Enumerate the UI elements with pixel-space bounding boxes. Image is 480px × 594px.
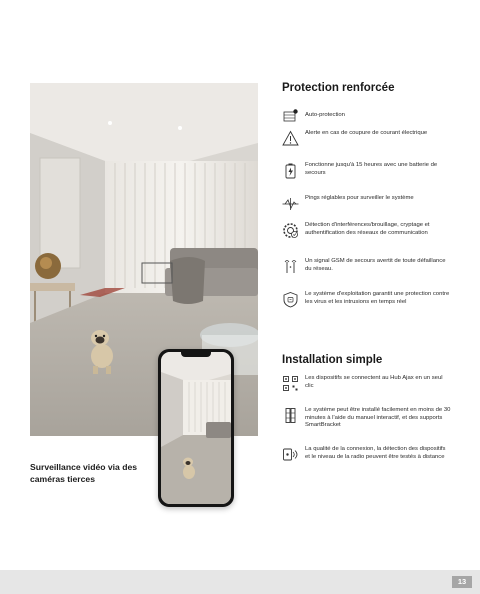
- signal-test-icon: [282, 446, 299, 463]
- feature-battery: [282, 162, 452, 179]
- feature-remote-test: [282, 446, 452, 463]
- phone-notch: [181, 352, 211, 357]
- encryption-gear-icon: [282, 222, 299, 239]
- feature-quick-install: [282, 407, 452, 430]
- phone-camera-feed: [161, 352, 231, 504]
- feature-encryption: [282, 222, 452, 239]
- footer-band: [0, 570, 480, 594]
- warning-triangle-icon: [282, 130, 299, 147]
- feature-pings: [282, 195, 452, 212]
- feature-text: Détection d'interférences/brouillage, cryptage et authentification des réseaux de communication: [305, 222, 430, 236]
- ping-signal-icon: [282, 195, 299, 212]
- qr-code-icon: [282, 375, 299, 392]
- feature-text: Le système d'exploitation garantit une protection contre les virus et les intrusions en temps réel: [305, 291, 450, 305]
- photo-caption: Surveillance vidéo via des caméras tierces: [30, 462, 137, 484]
- battery-icon: [282, 162, 299, 179]
- phone-screen: [161, 352, 231, 504]
- os-shield-icon: [282, 291, 299, 308]
- feature-os-protection: [282, 291, 452, 308]
- feature-text: Fonctionne jusqu'à 15 heures avec une batterie de secours: [305, 162, 438, 176]
- page-number: 13: [452, 576, 472, 588]
- feature-text: Auto-protection: [305, 112, 345, 118]
- installation-title: Installation simple: [282, 354, 383, 366]
- mounting-bracket-icon: [282, 407, 299, 424]
- feature-power-alert: [282, 130, 452, 147]
- feature-text: Les dispositifs se connectent au Hub Ajax en un seul clic: [305, 375, 443, 389]
- feature-text: Le système peut être installé facilement en moins de 30 minutes à l'aide du manuel interactif, et des supports SmartBracket: [305, 407, 451, 429]
- shield-dot-icon: [282, 108, 299, 125]
- feature-one-click: [282, 375, 452, 392]
- smartphone-mockup: [158, 349, 234, 507]
- feature-text: La qualité de la connexion, la détection des dispositifs et le niveau de la radio peuvent être testés à distance: [305, 446, 446, 460]
- feature-auto-protection: [282, 108, 452, 125]
- feature-text: Un signal GSM de secours avertit de toute défaillance du réseau.: [305, 258, 446, 272]
- feature-text: Pings réglables pour surveiller le système: [305, 195, 414, 201]
- gsm-antenna-icon: [282, 258, 299, 275]
- feature-gsm-backup: [282, 258, 452, 275]
- protection-title: Protection renforcée: [282, 82, 395, 94]
- feature-text: Alerte en cas de coupure de courant électrique: [305, 130, 428, 136]
